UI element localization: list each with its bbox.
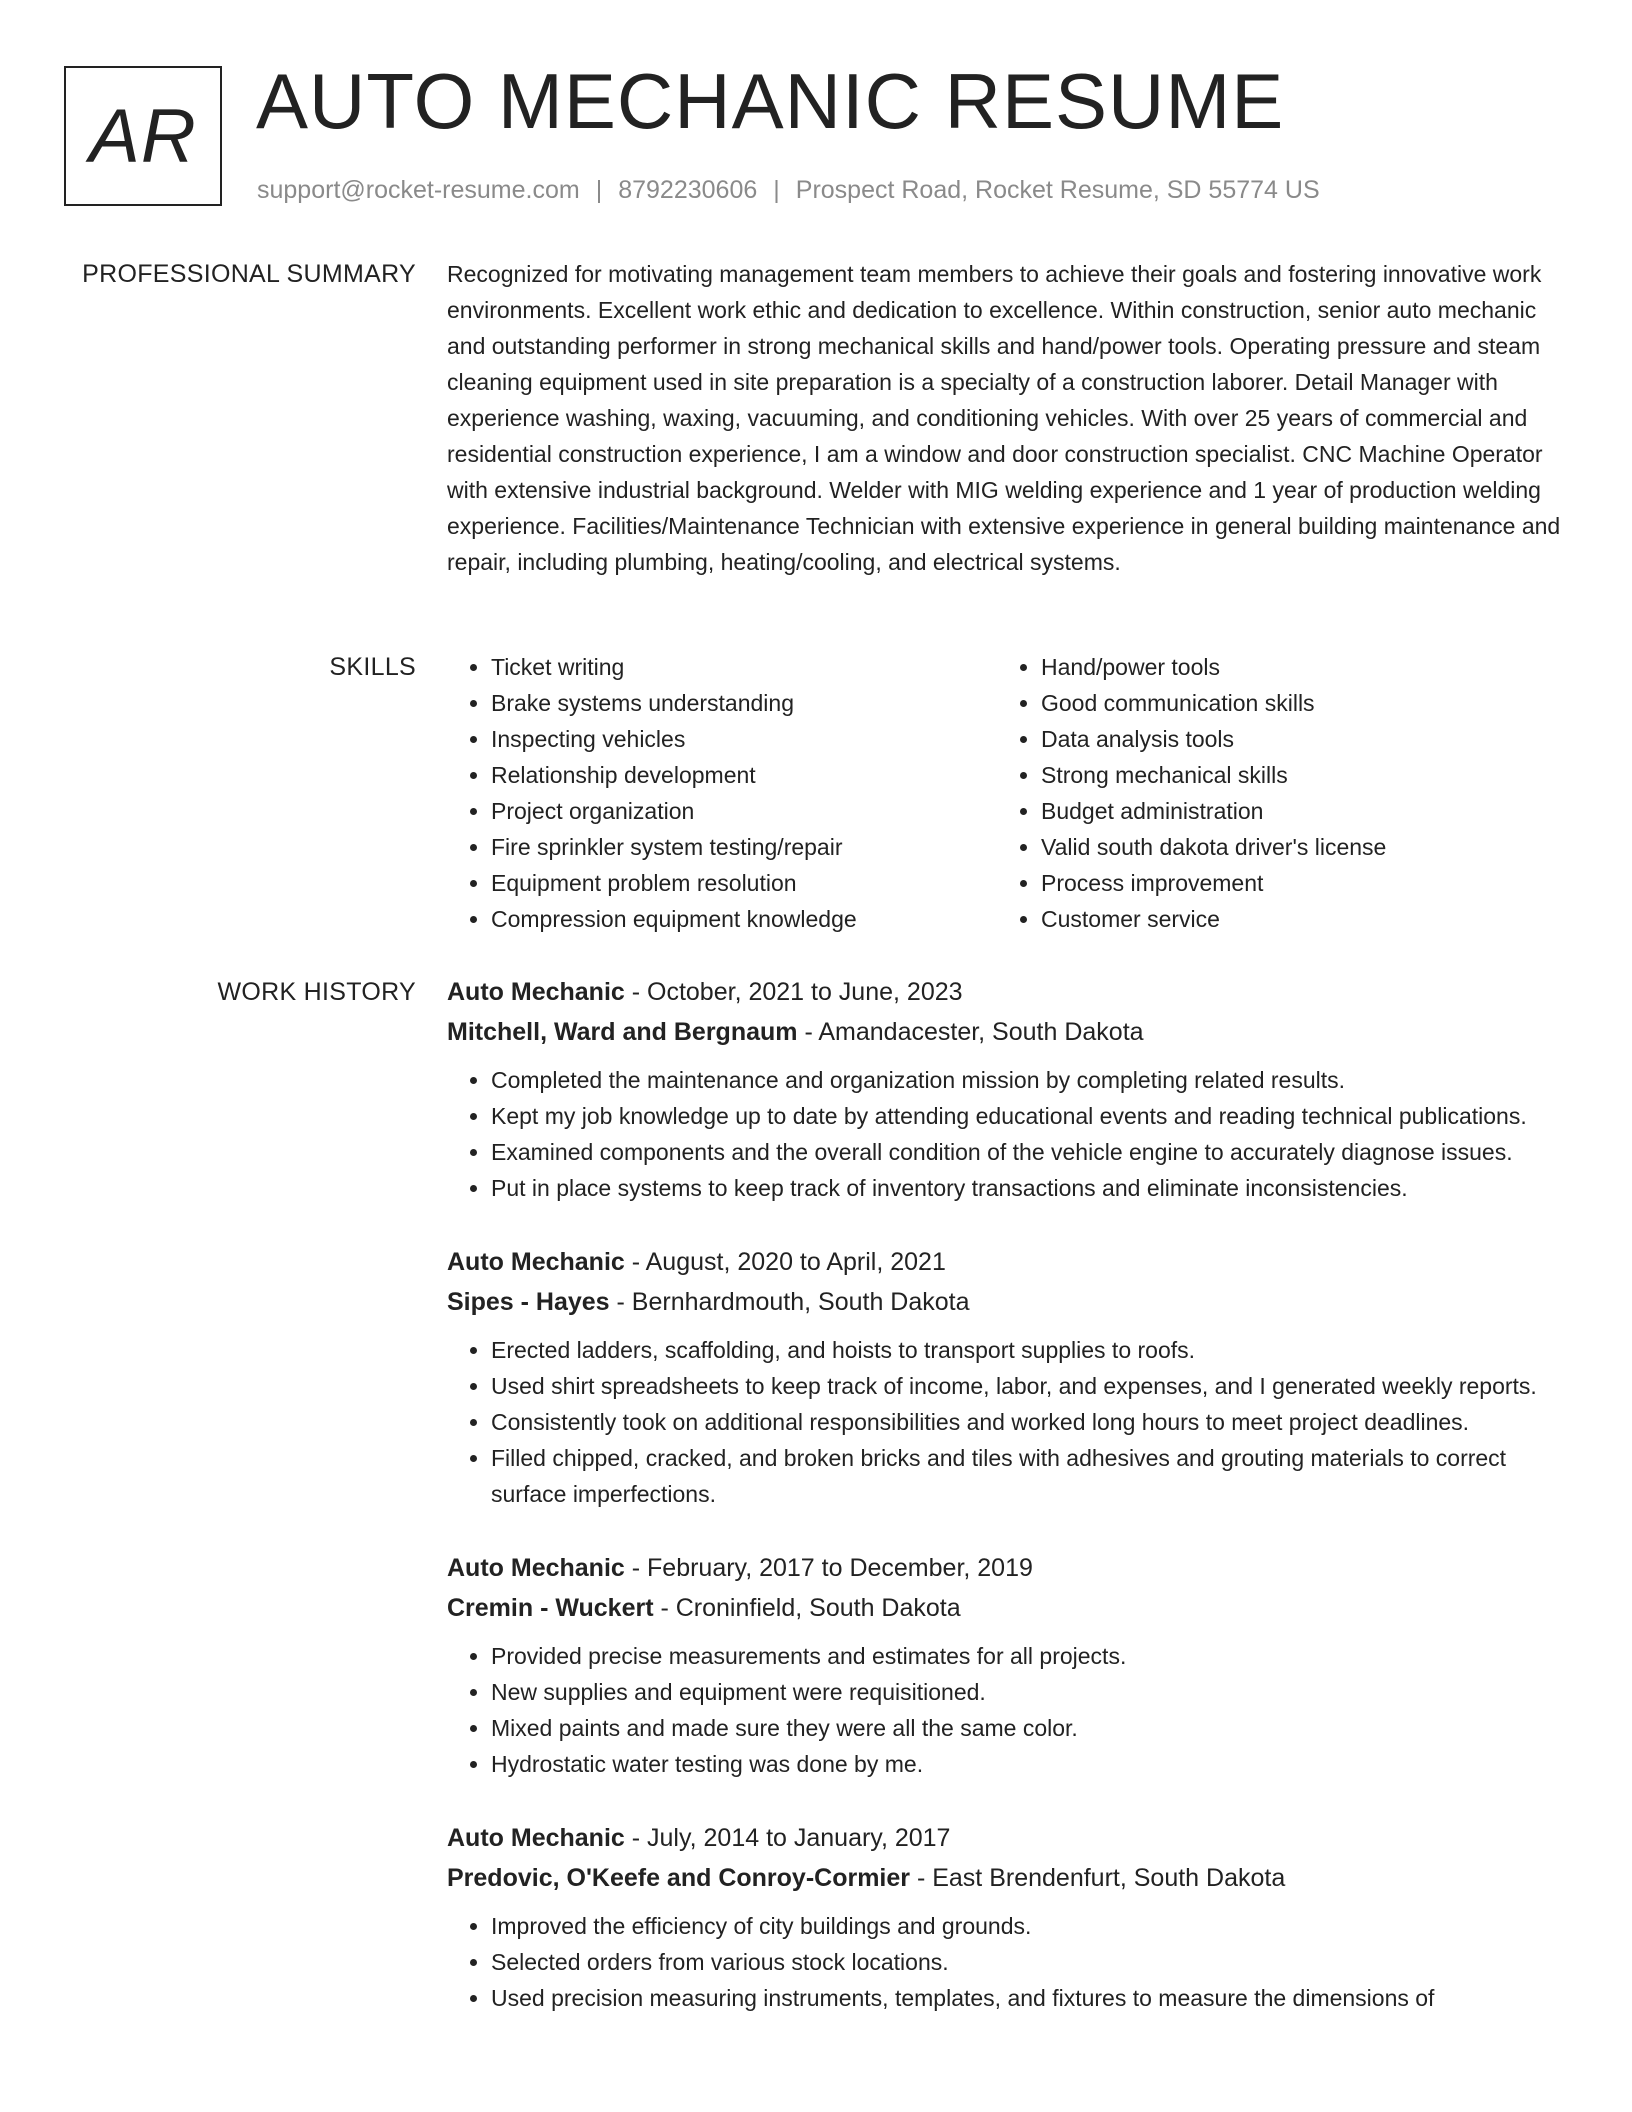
job-title-line [447, 1548, 1567, 1588]
job-role: Auto Mechanic [447, 1554, 625, 1582]
job-role: Auto Mechanic [447, 978, 625, 1006]
job-company-line [447, 1012, 1567, 1052]
list-item: • Equipment problem resolution [491, 865, 997, 901]
monogram-logo: AR [64, 66, 222, 206]
contact-line [257, 174, 1320, 206]
list-item: • Filled chipped, cracked, and broken bricks and tiles with adhesives and grouting materials to correct surface imperfections. [491, 1440, 1567, 1512]
list-item: • Customer service [1041, 901, 1547, 937]
skills-column-left [447, 649, 997, 937]
job-role: Auto Mechanic [447, 1824, 625, 1852]
job-location: - Bernhardmouth, South Dakota [609, 1288, 970, 1316]
skills-heading: SKILLS [329, 653, 416, 681]
list-item: • Selected orders from various stock locations. [491, 1944, 1567, 1980]
job-entry [447, 972, 1567, 1206]
job-bullets [447, 1638, 1567, 1782]
list-item: • Hand/power tools [1041, 649, 1547, 685]
list-item: • Data analysis tools [1041, 721, 1547, 757]
contact-address: Prospect Road, Rocket Resume, SD 55774 US [795, 176, 1320, 204]
list-item: • Compression equipment knowledge [491, 901, 997, 937]
job-dates: - February, 2017 to December, 2019 [624, 1554, 1033, 1582]
list-item: • Erected ladders, scaffolding, and hoists to transport supplies to roofs. [491, 1332, 1567, 1368]
work-history-body [447, 972, 1567, 2052]
job-entry [447, 1818, 1567, 2016]
contact-separator: | [595, 176, 603, 204]
job-entry [447, 1242, 1567, 1512]
list-item: • Used precision measuring instruments, templates, and fixtures to measure the dimensions of [491, 1980, 1567, 2016]
job-company: Predovic, O'Keefe and Conroy-Cormier [447, 1864, 911, 1892]
job-company-line [447, 1282, 1567, 1322]
job-company: Mitchell, Ward and Bergnaum [447, 1018, 798, 1046]
contact-phone: 8792230606 [618, 176, 758, 204]
job-title-line [447, 972, 1567, 1012]
contact-separator: | [773, 176, 780, 204]
job-title-line [447, 1818, 1567, 1858]
job-role: Auto Mechanic [447, 1248, 625, 1276]
list-item: • New supplies and equipment were requisitioned. [491, 1674, 1567, 1710]
job-location: - East Brendenfurt, South Dakota [910, 1864, 1286, 1892]
job-company: Sipes - Hayes [447, 1288, 610, 1316]
job-bullets [447, 1332, 1567, 1512]
job-dates: - October, 2021 to June, 2023 [624, 978, 963, 1006]
skills-column-right [997, 649, 1547, 937]
list-item: • Inspecting vehicles [491, 721, 997, 757]
job-dates: - August, 2020 to April, 2021 [624, 1248, 946, 1276]
contact-email: support@rocket-resume.com [257, 176, 580, 204]
skills-list-right [997, 649, 1547, 937]
list-item: • Provided precise measurements and estimates for all projects. [491, 1638, 1567, 1674]
list-item: • Kept my job knowledge up to date by attending educational events and reading technical publications. [491, 1098, 1567, 1134]
job-dates: - July, 2014 to January, 2017 [624, 1824, 951, 1852]
list-item: • Completed the maintenance and organization mission by completing related results. [491, 1062, 1567, 1098]
job-company-line [447, 1588, 1567, 1628]
summary-text: Recognized for motivating management team members to achieve their goals and fostering innovative work environments. Excellent work ethic and dedication to excellence. Within construction, senior auto mechanic and outstanding performer in strong mechanical skills and hand/power tools. Operating pressure and steam cleaning equipment used in site preparation is a specialty of a construction laborer. Detail Manager with experience washing, waxing, vacuuming, and conditioning vehicles. With over 25 years of commercial and residential construction experience, I am a window and door construction specialist. CNC Machine Operator with extensive industrial background. Welder with MIG welding experience and 1 year of production welding experience. Facilities/Maintenance Technician with extensive experience in general building maintenance and repair, including plumbing, heating/cooling, and electrical systems. [447, 261, 1561, 575]
skills-body [447, 649, 1567, 937]
summary-heading: PROFESSIONAL SUMMARY [82, 260, 416, 288]
list-item: • Budget administration [1041, 793, 1547, 829]
list-item: • Process improvement [1041, 865, 1547, 901]
work-history-heading: WORK HISTORY [217, 978, 416, 1006]
job-location: - Amandacester, South Dakota [797, 1018, 1144, 1046]
list-item: • Relationship development [491, 757, 997, 793]
resume-title: AUTO MECHANIC RESUME [256, 57, 1285, 145]
list-item: • Used shirt spreadsheets to keep track of income, labor, and expenses, and I generated weekly reports. [491, 1368, 1567, 1404]
job-company: Cremin - Wuckert [447, 1594, 654, 1622]
list-item: • Improved the efficiency of city buildings and grounds. [491, 1908, 1567, 1944]
job-entry [447, 1548, 1567, 1782]
list-item: • Fire sprinkler system testing/repair [491, 829, 997, 865]
list-item: • Strong mechanical skills [1041, 757, 1547, 793]
list-item: • Mixed paints and made sure they were all the same color. [491, 1710, 1567, 1746]
list-item: • Consistently took on additional responsibilities and worked long hours to meet project deadlines. [491, 1404, 1567, 1440]
list-item: • Valid south dakota driver's license [1041, 829, 1547, 865]
job-location: - Croninfield, South Dakota [653, 1594, 961, 1622]
list-item: • Hydrostatic water testing was done by me. [491, 1746, 1567, 1782]
list-item: • Brake systems understanding [491, 685, 997, 721]
list-item: • Put in place systems to keep track of inventory transactions and eliminate inconsistencies. [491, 1170, 1567, 1206]
list-item: • Good communication skills [1041, 685, 1547, 721]
job-company-line [447, 1858, 1567, 1898]
list-item: • Project organization [491, 793, 997, 829]
skills-list-left [447, 649, 997, 937]
job-bullets [447, 1908, 1567, 2016]
list-item: • Ticket writing [491, 649, 997, 685]
list-item: • Examined components and the overall condition of the vehicle engine to accurately diagnose issues. [491, 1134, 1567, 1170]
summary-body [447, 256, 1567, 580]
job-title-line [447, 1242, 1567, 1282]
job-bullets [447, 1062, 1567, 1206]
